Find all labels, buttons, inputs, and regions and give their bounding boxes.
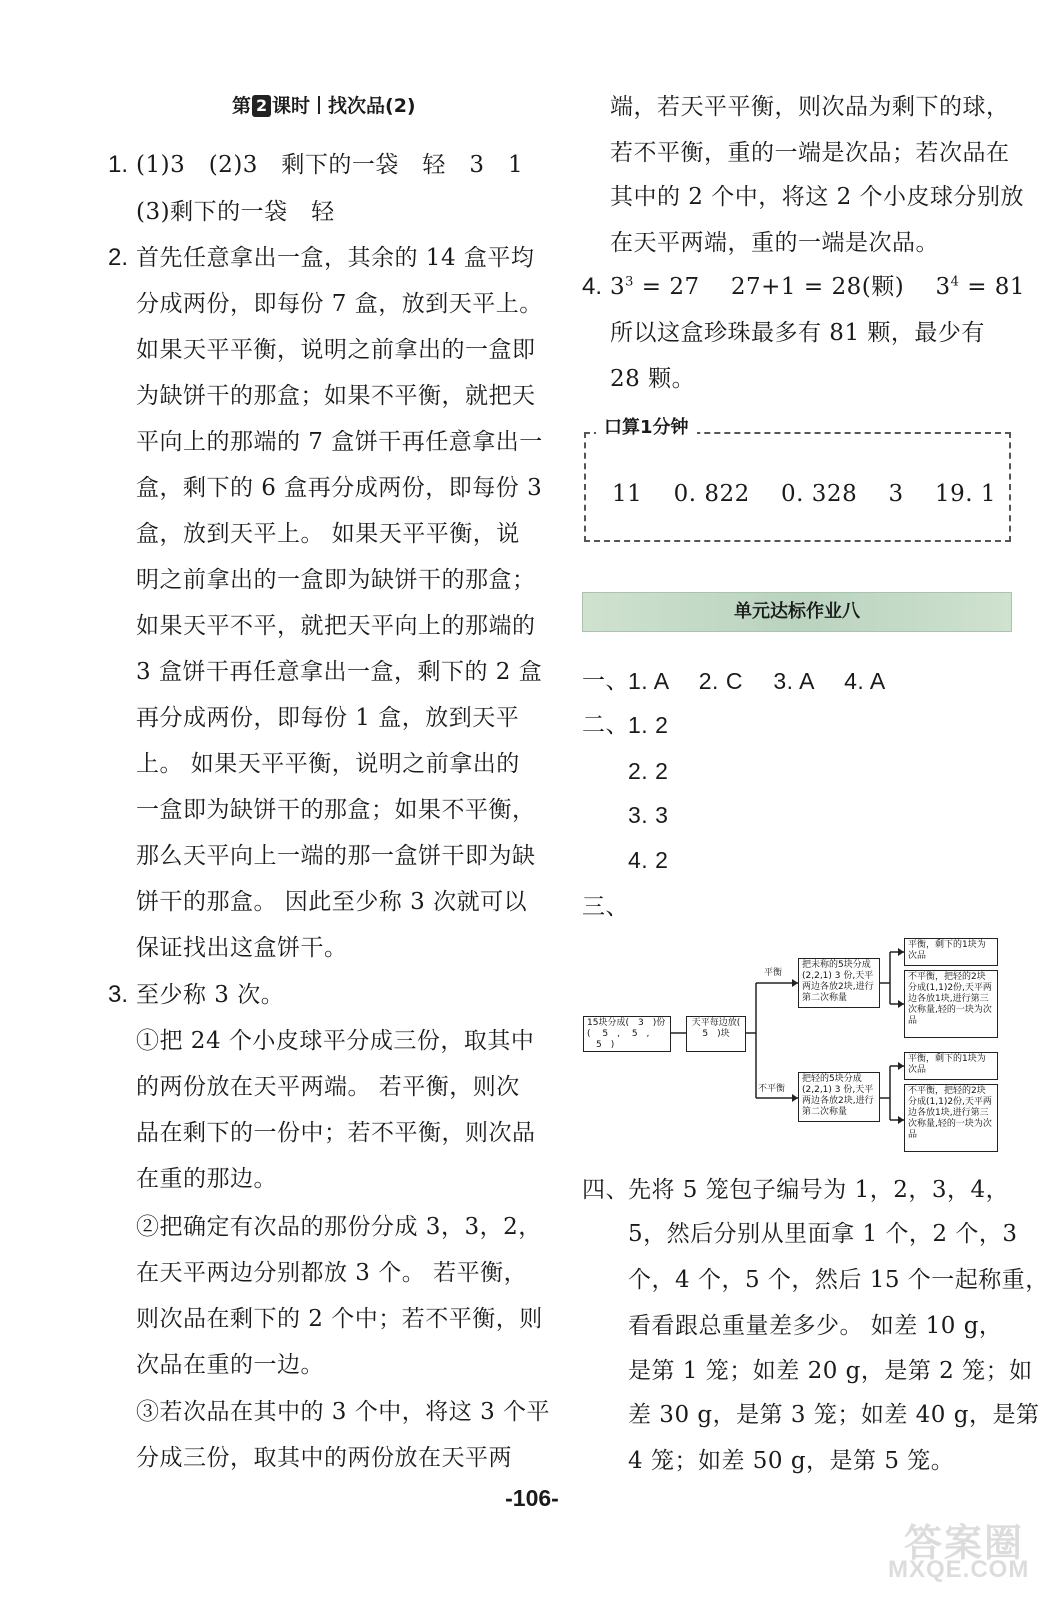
part4-line: 4 笼；如差 50 g，是第 5 笼。 [628,1448,955,1474]
flow-lower-mid-box: 把轻的5块分成(2,2,1) 3 份,天平两边各放2块,进行第二次称量 [798,1072,880,1122]
part4-line: 是第 1 笼；如差 20 g，是第 2 笼；如 [628,1358,1033,1384]
flow-step-box: 天平每边放( 5 )块 [686,1016,746,1052]
q1-line: (3)剩下的一袋 轻 [136,199,335,225]
q4-line: 所以这盒珍珠最多有 81 颗，最少有 [610,320,985,346]
lesson-prefix: 第 [232,95,252,117]
arrow-head [898,1116,904,1124]
flow-lower-unbalanced-box: 不平衡，把轻的2块分成(1,1)2份,天平两边各放1块,进行第三次称量,轻的一块为次品 [904,1084,998,1152]
q3-line: 品在剩下的一份中；若不平衡，则次品 [136,1120,536,1146]
part2-answer: 4. 2 [628,847,669,873]
title-divider [318,96,320,114]
part2-answer: 2. 2 [628,758,669,784]
watermark-logo [884,1512,1044,1582]
mental-math-answers: 11 0. 822 0. 328 3 19. 1 [612,481,996,507]
arrow-head [898,1062,904,1070]
power-exponent: 3 [625,274,634,290]
q1-number: 1. [108,151,129,178]
power-base: 3 [935,274,951,300]
lesson-name: 找次品(2) [328,95,416,117]
flow-upper-mid-box: 把未称的5块分成(2,2,1) 3 份,天平两边各放2块,进行第二次称量 [798,958,880,1008]
q3-line: 分成三份，取其中的两份放在天平两 [136,1445,512,1471]
flow-lower-balanced-box: 平衡，剩下的1块为次品 [904,1052,998,1080]
q3-line: 至少称 3 次。 [136,982,285,1008]
q3-line: 则次品在剩下的 2 个中；若不平衡，则 [136,1306,543,1332]
part1-label: 一、 [582,668,629,694]
arrow-head [686,1029,692,1037]
q3-continued-line: 若不平衡，重的一端是次品；若次品在 [610,140,1010,166]
mental-math-label: 口算1分钟 [596,414,697,442]
part2-label: 二、 [582,712,629,738]
q4-number: 4. [582,273,603,300]
q3-continued-line: 端，若天平平衡，则次品为剩下的球， [610,94,1010,120]
part3-label: 三、 [582,894,629,920]
power-exponent: 4 [950,274,960,290]
q2-line: 一盒即为缺饼干的那盒；如果不平衡， [136,797,536,823]
q2-line: 上。 如果天平平衡，说明之前拿出的 [136,751,520,777]
q2-line: 如果天平不平，就把天平向上的那端的 [136,613,536,639]
arrow-head [792,1094,798,1102]
q3-line: 在重的那边。 [136,1166,277,1192]
arrow-head [792,979,798,987]
q2-line: 首先任意拿出一盒，其余的 14 盒平均 [136,245,535,271]
q2-line: 饼干的那盒。 因此至少称 3 次就可以 [136,889,528,915]
page-number: -106- [505,1485,559,1511]
part2-answer: 3. 3 [628,802,669,828]
q2-line: 再分成两份，即每份 1 盒，放到天平 [136,705,520,731]
lesson-title [232,92,416,120]
part4-line: 先将 5 笼包子编号为 1，2，3，4， [628,1177,1010,1203]
equation-text: = 27 27+1 = 28(颗) [633,274,936,300]
flow-upper-unbalanced-box: 不平衡，把轻的2块分成(1,1)2份,天平两边各放1块,进行第三次称量,轻的一块为次品 [904,970,998,1038]
part1-answers: 1. A 2. C 3. A 4. A [628,668,886,694]
q3-line: 的两份放在天平两端。 若平衡，则次 [136,1074,520,1100]
part4-line: 5，然后分别从里面拿 1 个，2 个，3 [628,1221,1018,1247]
equation-text: = 81 [959,274,1026,300]
q2-line: 为缺饼干的那盒；如果不平衡，就把天 [136,383,536,409]
q3-line: ①把 24 个小皮球平分成三份，取其中 [136,1028,535,1054]
q4-line: 28 颗。 [610,366,696,392]
q2-line: 分成两份，即每份 7 盒，放到天平上。 [136,291,543,317]
flow-label-unbalanced: 不平衡 [758,1084,786,1094]
part4-line: 个，4 个，5 个，然后 15 个一起称重， [628,1267,1049,1293]
q2-line: 平向上的那端的 7 盒饼干再任意拿出一 [136,429,543,455]
q2-line: 那么天平向上一端的那一盒饼干即为缺 [136,843,536,869]
q2-line: 保证找出这盒饼干。 [136,935,348,961]
q2-number: 2. [108,244,129,271]
arrow-head [898,1000,904,1008]
q2-line: 3 盒饼干再任意拿出一盒，剩下的 2 盒 [136,659,543,685]
flow-upper-balanced-box: 平衡，剩下的1块为次品 [904,938,998,966]
q3-line: ②把确定有次品的那份分成 3，3，2， [136,1214,542,1240]
lesson-number-badge: 2 [252,95,271,117]
unit-banner: 单元达标作业八 [582,592,1012,632]
part4-label: 四、 [582,1177,629,1203]
q2-line: 盒，剩下的 6 盒再分成两份，即每份 3 [136,475,543,501]
part4-line: 看看跟总重量差多少。 如差 10 g， [628,1313,1003,1339]
q3-number: 3. [108,981,129,1008]
lesson-suffix: 课时 [272,95,311,117]
q3-continued-line: 在天平两端，重的一端是次品。 [610,230,939,256]
q3-line: 次品在重的一边。 [136,1352,324,1378]
q2-line: 盒，放到天平上。 如果天平平衡，说 [136,521,520,547]
q3-line: 在天平两边分别都放 3 个。 若平衡， [136,1260,528,1286]
q3-line: ③若次品在其中的 3 个中，将这 3 个平 [136,1399,551,1425]
power-base: 3 [610,274,626,300]
q2-line: 如果天平平衡，说明之前拿出的一盒即 [136,337,536,363]
part2-answer: 1. 2 [628,712,669,738]
arrow-head [898,948,904,956]
watermark-bottom: MXQE.COM [888,1556,1030,1583]
flow-label-balanced: 平衡 [764,968,783,978]
q2-line: 明之前拿出的一盒即为缺饼干的那盒； [136,567,536,593]
flow-start-box: 15块分成( 3 )份( 5 , 5 , 5 ) [583,1016,671,1052]
q3-continued-line: 其中的 2 个中，将这 2 个小皮球分别放 [610,184,1025,210]
watermark-top: 答案圈 [904,1523,1025,1565]
q1-line: (1)3 (2)3 剩下的一袋 轻 3 1 [136,152,524,178]
q4-equation [610,272,1025,302]
part4-line: 差 30 g，是第 3 笼；如差 40 g，是第 [628,1402,1040,1428]
